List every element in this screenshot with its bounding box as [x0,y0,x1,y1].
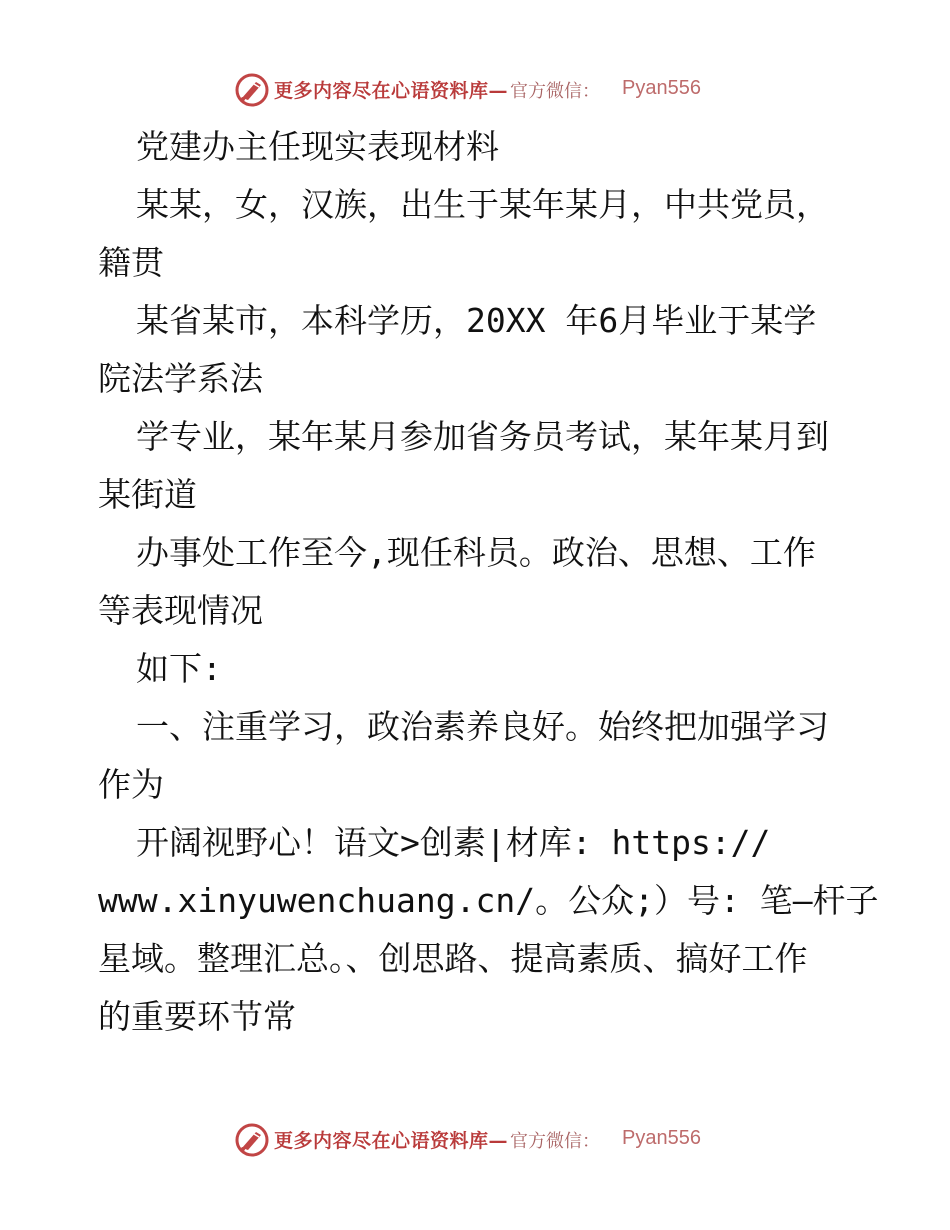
text-line: 某街道 [98,475,197,514]
banner-site-text: 更多内容尽在心语资料库— [274,80,509,102]
banner-wechat-label: 官方微信： [510,81,600,102]
banner-wechat-id: Pyan556 [622,1127,701,1149]
text-line: 开阔视野心！语文>创素|材库: https:// [136,823,771,862]
text-line: 办事处工作至今,现任科员。政治、思想、工作 [136,533,816,572]
text-line: 作为 [98,765,164,804]
banner-wechat-id: Pyan556 [622,77,701,99]
text-line: 星域。整理汇总。、创思路、提高素质、搞好工作 [98,939,808,978]
text-line: 学专业，某年某月参加省务员考试，某年某月到 [136,417,829,456]
text-line: 某某，女，汉族，出生于某年某月，中共党员， [136,185,829,224]
text-line: 院法学系法 [98,359,263,398]
text-line: 如下: [136,649,222,688]
text-line: 某省某市，本科学历，20XX 年6月毕业于某学 [136,301,817,340]
text-line: www.xinyuwenchuang.cn/。公众;）号: 笔—杆子 [98,881,879,920]
pen-logo-icon [234,72,270,108]
text-line: 等表现情况 [98,591,263,630]
banner-wechat-label: 官方微信： [510,1131,600,1152]
document-title: 党建办主任现实表现材料 [136,127,499,166]
text-line: 籍贯 [98,243,164,282]
document-body [98,118,898,1046]
text-line: 的重要环节常 [98,997,296,1036]
header-banner [0,70,950,110]
footer-banner [0,1120,950,1160]
banner-site-text: 更多内容尽在心语资料库— [274,1130,509,1152]
text-line: 一、注重学习，政治素养良好。始终把加强学习 [136,707,829,746]
pen-logo-icon [234,1122,270,1158]
